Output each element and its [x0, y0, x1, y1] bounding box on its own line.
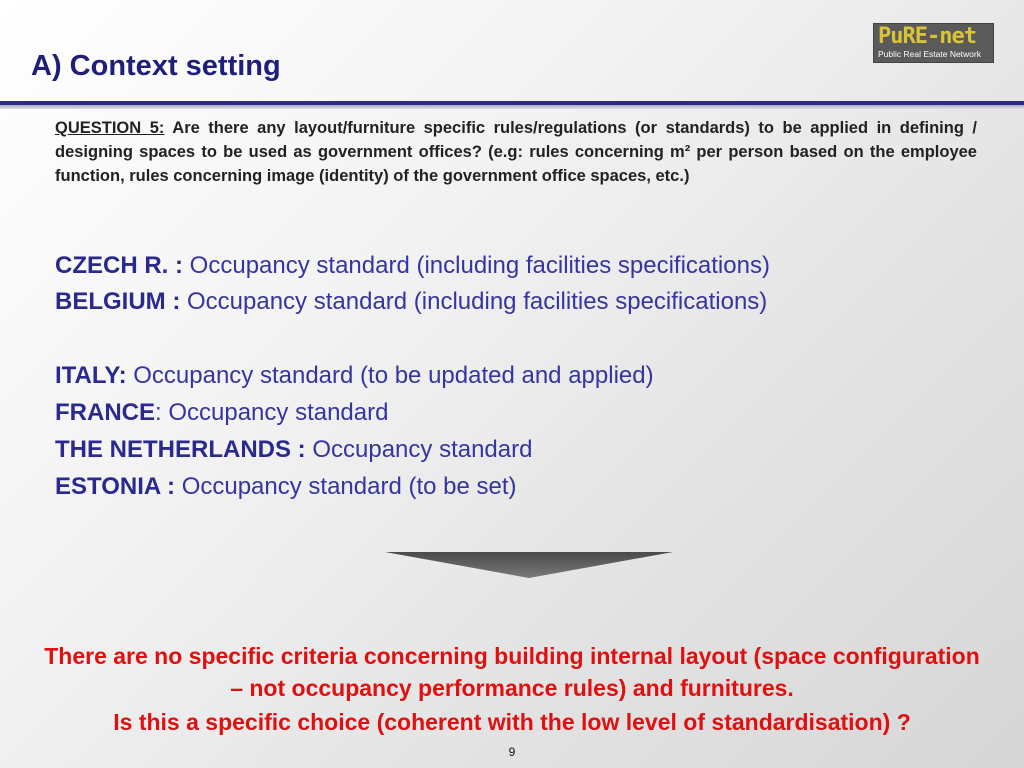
country-name: FRANCE — [55, 399, 155, 426]
country-answer: Occupancy standard (to be updated and applied) — [133, 362, 654, 389]
country-line-belgium — [55, 288, 767, 316]
country-answer: Occupancy standard (to be set) — [181, 473, 517, 500]
question-label: QUESTION 5: — [55, 119, 165, 137]
question-text: Are there any layout/furniture specific rules/regulations (or standards) to be applied in defining / designing spaces to be used as government offices? (e.g: rules concerning m² per person based on the employee function, rules concerning image (identity) of the government office spaces, etc.) — [55, 119, 977, 185]
slide-title: A) Context setting — [31, 50, 281, 82]
down-arrow-icon — [385, 552, 673, 578]
country-line-estonia — [55, 473, 517, 501]
country-name: ESTONIA : — [55, 473, 182, 500]
page-number: 9 — [508, 745, 516, 759]
logo-main-text: PuRE-net — [878, 24, 976, 49]
country-line-czech — [55, 252, 770, 280]
conclusion-statement: There are no specific criteria concerning building internal layout (space configuration – not occupancy performance rules) and furnitures. — [44, 643, 980, 701]
country-line-netherlands — [55, 436, 532, 464]
country-answer: Occupancy standard (including facilities specifications) — [189, 252, 770, 279]
country-answer: : Occupancy standard — [155, 399, 389, 426]
question-block — [55, 116, 977, 188]
pure-net-logo — [873, 23, 994, 63]
country-answer: Occupancy standard — [312, 436, 533, 463]
country-name: ITALY: — [55, 362, 134, 389]
country-name: CZECH R. : — [55, 252, 190, 279]
country-name: BELGIUM : — [55, 288, 187, 315]
country-line-italy — [55, 362, 654, 390]
country-answer: Occupancy standard (including facilities specifications) — [187, 288, 768, 315]
logo-sub-text: Public Real Estate Network — [878, 49, 981, 59]
conclusion-question: Is this a specific choice (coherent with the low level of standardisation) ? — [113, 709, 911, 735]
country-line-france — [55, 399, 388, 427]
country-name: THE NETHERLANDS : — [55, 436, 313, 463]
header-divider-shadow — [0, 105, 1024, 109]
